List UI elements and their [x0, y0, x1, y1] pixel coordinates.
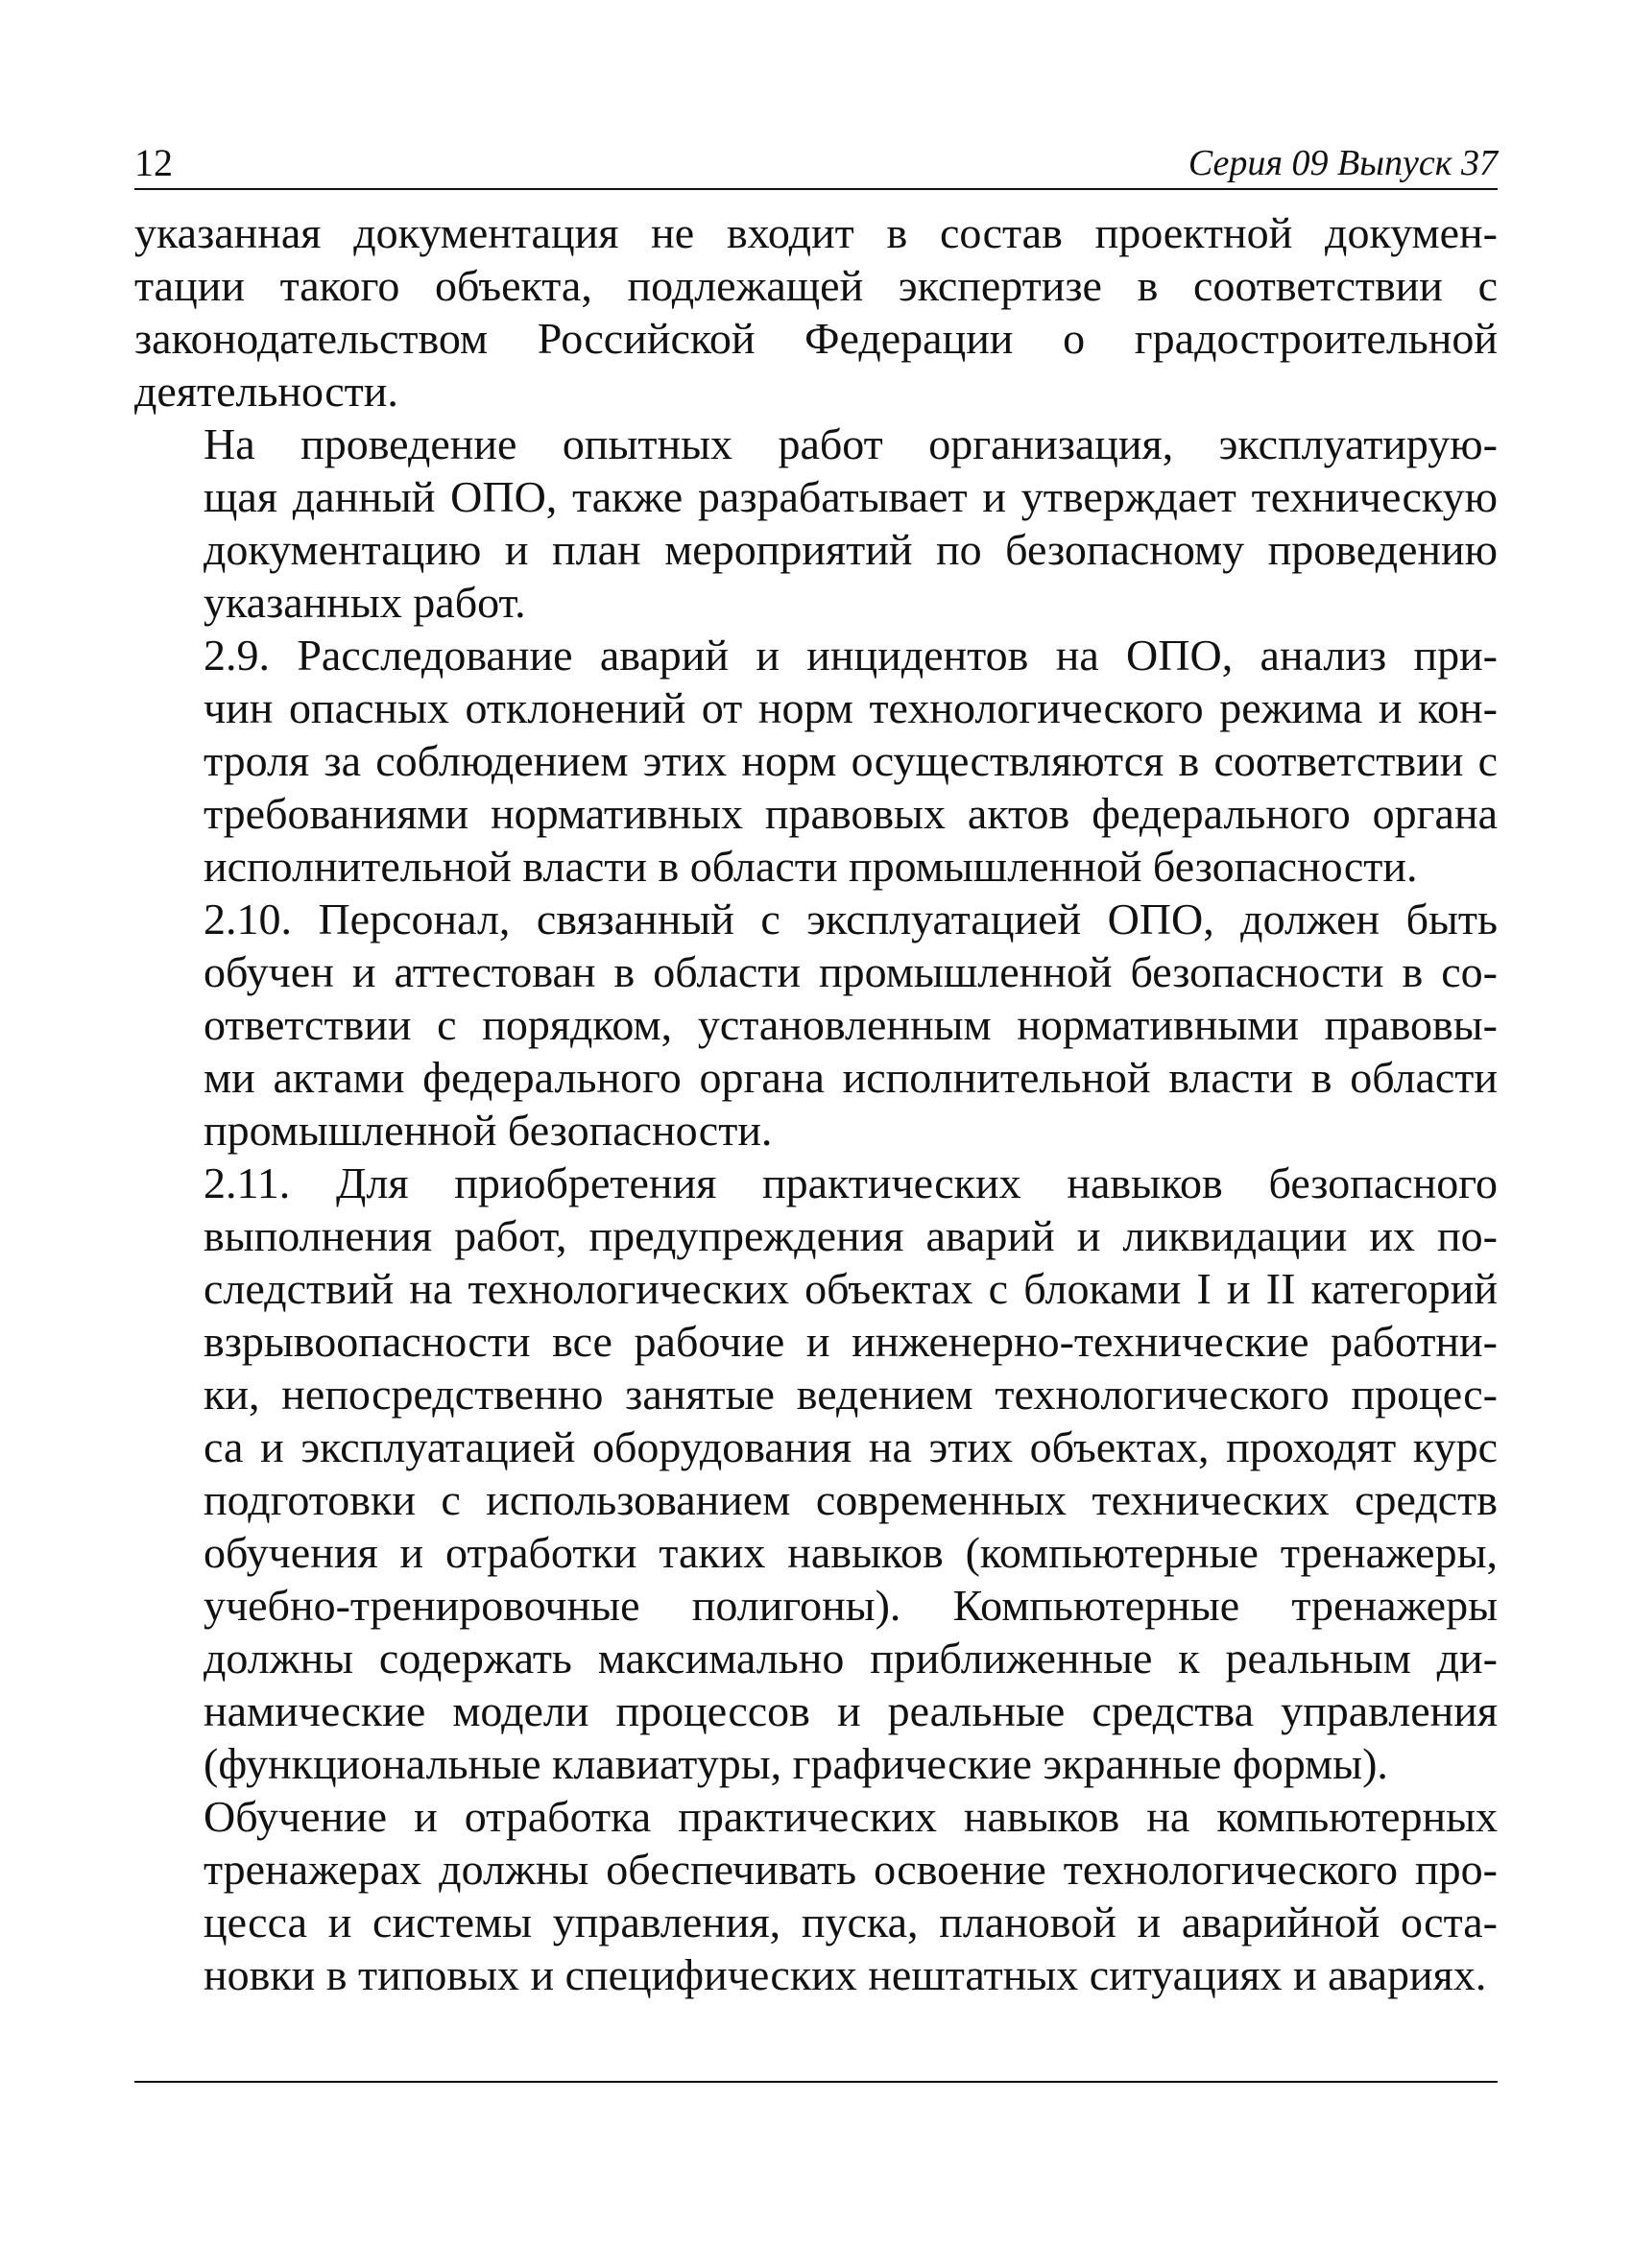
bottom-rule: [134, 2081, 1498, 2083]
series-issue-label: Серия 09 Выпуск 37: [1188, 143, 1498, 183]
running-header: [134, 134, 1498, 190]
text-line: 2.9. Расследование аварий и инцидентов на ОПО, анализ при-: [204, 631, 1498, 680]
page-number: 12: [134, 141, 173, 184]
text-line: ответствии с порядком, установленным нормативными правовы-: [204, 1000, 1498, 1049]
text-line: тренажерах должны обеспечивать освоение технологического про-: [204, 1845, 1498, 1894]
text-line: указанных работ.: [204, 578, 526, 627]
text-line: На проведение опытных работ организация, эксплуатирую-: [204, 419, 1498, 468]
paragraph: [134, 893, 1498, 1157]
text-line: 2.10. Персонал, связанный с эксплуатацией ОПО, должен быть: [204, 895, 1498, 943]
text-line: указанная документация не входит в состав проектной докумен-: [134, 208, 1498, 257]
text-line: учебно-тренировочные полигоны). Компьютерные тренажеры: [204, 1581, 1498, 1630]
text-line: новки в типовых и специфических нештатных ситуациях и авариях.: [204, 1950, 1487, 1999]
text-line: ми актами федерального органа исполнительной власти в области: [204, 1053, 1498, 1102]
text-line: выполнения работ, предупреждения аварий и ликвидации их по-: [204, 1211, 1498, 1260]
text-line: са и эксплуатацией оборудования на этих объектах, проходят курс: [204, 1422, 1498, 1471]
text-line: взрывоопасности все рабочие и инженерно-технические работни-: [204, 1317, 1498, 1366]
text-line: щая данный ОПО, также разрабатывает и утверждает техническую: [204, 472, 1498, 521]
document-page: [134, 0, 1498, 2268]
text-line: намические модели процессов и реальные средства управления: [204, 1686, 1498, 1735]
text-line: обучен и аттестован в области промышленной безопасности в со-: [204, 947, 1498, 996]
text-line: (функциональные клавиатуры, графические экранные формы).: [204, 1739, 1388, 1788]
text-line: деятельности.: [134, 367, 398, 416]
text-line: обучения и отработки таких навыков (компьютерные тренажеры,: [204, 1528, 1498, 1577]
paragraph: [134, 1790, 1498, 2001]
text-line: законодательством Российской Федерации о градостроительной: [134, 314, 1498, 363]
paragraph: [134, 206, 1498, 418]
text-line: следствий на технологических объектах с блоками I и II категорий: [204, 1264, 1498, 1313]
text-line: исполнительной власти в области промышленной безопасности.: [204, 842, 1418, 891]
paragraph: [134, 418, 1498, 629]
text-line: тации такого объекта, подлежащей экспертизе в соответствии с: [134, 261, 1498, 310]
text-line: троля за соблюдением этих норм осуществляются в соответствии с: [204, 736, 1498, 785]
text-line: промышленной безопасности.: [204, 1106, 773, 1155]
text-line: ки, непосредственно занятые ведением технологического процес-: [204, 1370, 1498, 1419]
text-line: чин опасных отклонений от норм технологического режима и кон-: [204, 683, 1498, 732]
text-line: 2.11. Для приобретения практических навыков безопасного: [204, 1158, 1498, 1207]
paragraph: [134, 629, 1498, 893]
text-line: цесса и системы управления, пуска, плановой и аварийной оста-: [204, 1898, 1498, 1946]
text-line: документацию и план мероприятий по безопасному проведению: [204, 525, 1498, 574]
text-line: подготовки с использованием современных технических средств: [204, 1475, 1498, 1524]
text-line: требованиями нормативных правовых актов федерального органа: [204, 789, 1498, 838]
body-text: [134, 206, 1498, 2001]
text-line: должны содержать максимально приближенные к реальным ди-: [204, 1634, 1498, 1683]
text-line: Обучение и отработка практических навыков на компьютерных: [204, 1792, 1498, 1841]
paragraph: [134, 1157, 1498, 1790]
